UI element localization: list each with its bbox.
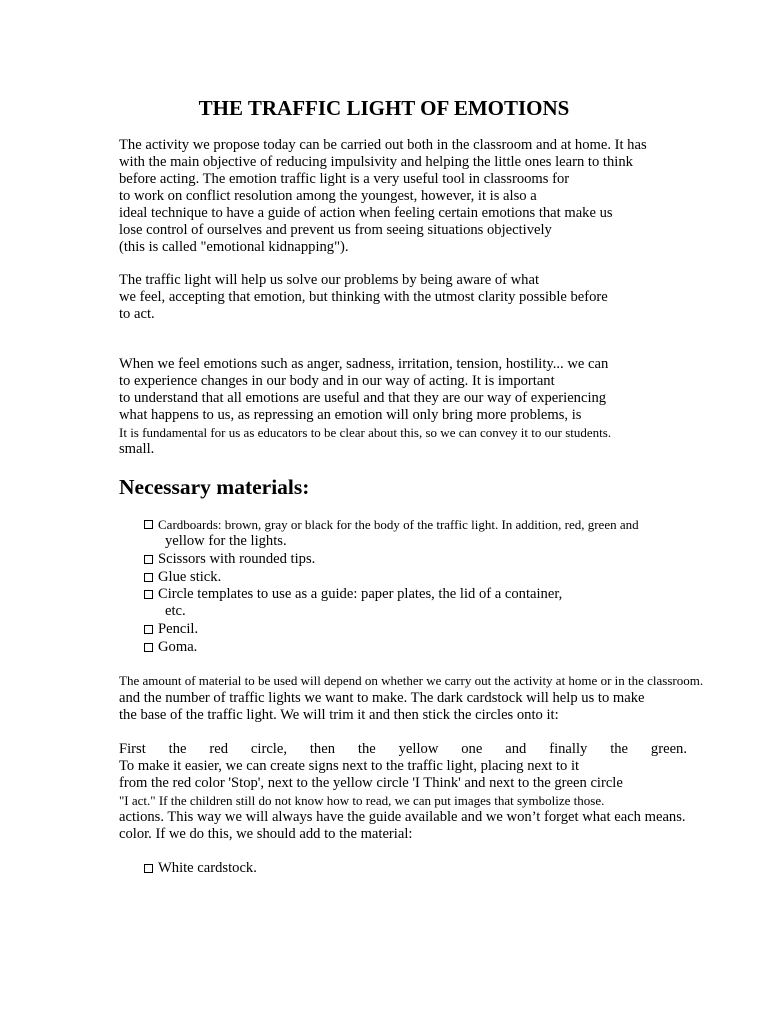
materials-heading: Necessary materials: (119, 475, 310, 499)
paragraph-line: from the red color 'Stop', next to the yellow circle 'I Think' and next to the green circle (119, 775, 623, 791)
paragraph-line: To make it easier, we can create signs next to the traffic light, placing next to it (119, 758, 580, 774)
paragraph-line: what happens to us, as repressing an emotion will only bring more problems, is (119, 407, 582, 423)
paragraph-line: to experience changes in our body and in our way of acting. It is important (119, 373, 555, 389)
bullet-box-icon (144, 864, 153, 873)
list-item: Cardboards: brown, gray or black for the body of the traffic light. In addition, red, green and (158, 517, 639, 532)
bullet-box-icon (144, 520, 153, 529)
paragraph-line: color. If we do this, we should add to the material: (119, 826, 413, 842)
list-item: Circle templates to use as a guide: paper plates, the lid of a container, (158, 586, 563, 602)
intro-line: lose control of ourselves and prevent us from seeing situations objectively (119, 222, 552, 238)
list-item-continuation: etc. (165, 603, 186, 619)
paragraph-line: to act. (119, 306, 155, 322)
paragraph-line: the base of the traffic light. We will trim it and then stick the circles onto it: (119, 707, 559, 723)
bullet-box-icon (144, 590, 153, 599)
list-item: Scissors with rounded tips. (158, 551, 316, 567)
paragraph-line: It is fundamental for us as educators to be clear about this, so we can convey it to our students. (119, 425, 612, 440)
bullet-box-icon (144, 643, 153, 652)
paragraph-line: actions. This way we will always have the guide available and we won’t forget what each means. (119, 809, 686, 825)
intro-line: with the main objective of reducing impulsivity and helping the little ones learn to think (119, 154, 633, 170)
paragraph-line: to understand that all emotions are useful and that they are our way of experiencing (119, 390, 607, 406)
paragraph-line: The amount of material to be used will depend on whether we carry out the activity at home or in the classroom. (119, 673, 704, 688)
intro-line: before acting. The emotion traffic light is a very useful tool in classrooms for (119, 171, 570, 187)
bullet-box-icon (144, 625, 153, 634)
paragraph-line: small. (119, 441, 155, 457)
paragraph-line: First the red circle, then the yellow one and finally the green. (119, 741, 687, 757)
intro-line: (this is called "emotional kidnapping"). (119, 239, 349, 255)
paragraph-line: When we feel emotions such as anger, sadness, irritation, tension, hostility... we can (119, 356, 609, 372)
list-item-continuation: yellow for the lights. (165, 533, 287, 549)
intro-line: ideal technique to have a guide of action when feeling certain emotions that make us (119, 205, 613, 221)
bullet-box-icon (144, 555, 153, 564)
list-item: Glue stick. (158, 569, 222, 585)
paragraph-line: and the number of traffic lights we want to make. The dark cardstock will help us to make (119, 690, 645, 706)
list-item: White cardstock. (158, 860, 257, 876)
paragraph-line: we feel, accepting that emotion, but thinking with the utmost clarity possible before (119, 289, 608, 305)
bullet-box-icon (144, 573, 153, 582)
list-item: Goma. (158, 639, 198, 655)
intro-line: to work on conflict resolution among the youngest, however, it is also a (119, 188, 537, 204)
intro-line: The activity we propose today can be carried out both in the classroom and at home. It has (119, 137, 647, 153)
paragraph-line: "I act." If the children still do not know how to read, we can put images that symbolize those. (119, 793, 605, 808)
paragraph-line: The traffic light will help us solve our problems by being aware of what (119, 272, 540, 288)
list-item: Pencil. (158, 621, 199, 637)
document-title: THE TRAFFIC LIGHT OF EMOTIONS (198, 96, 570, 120)
